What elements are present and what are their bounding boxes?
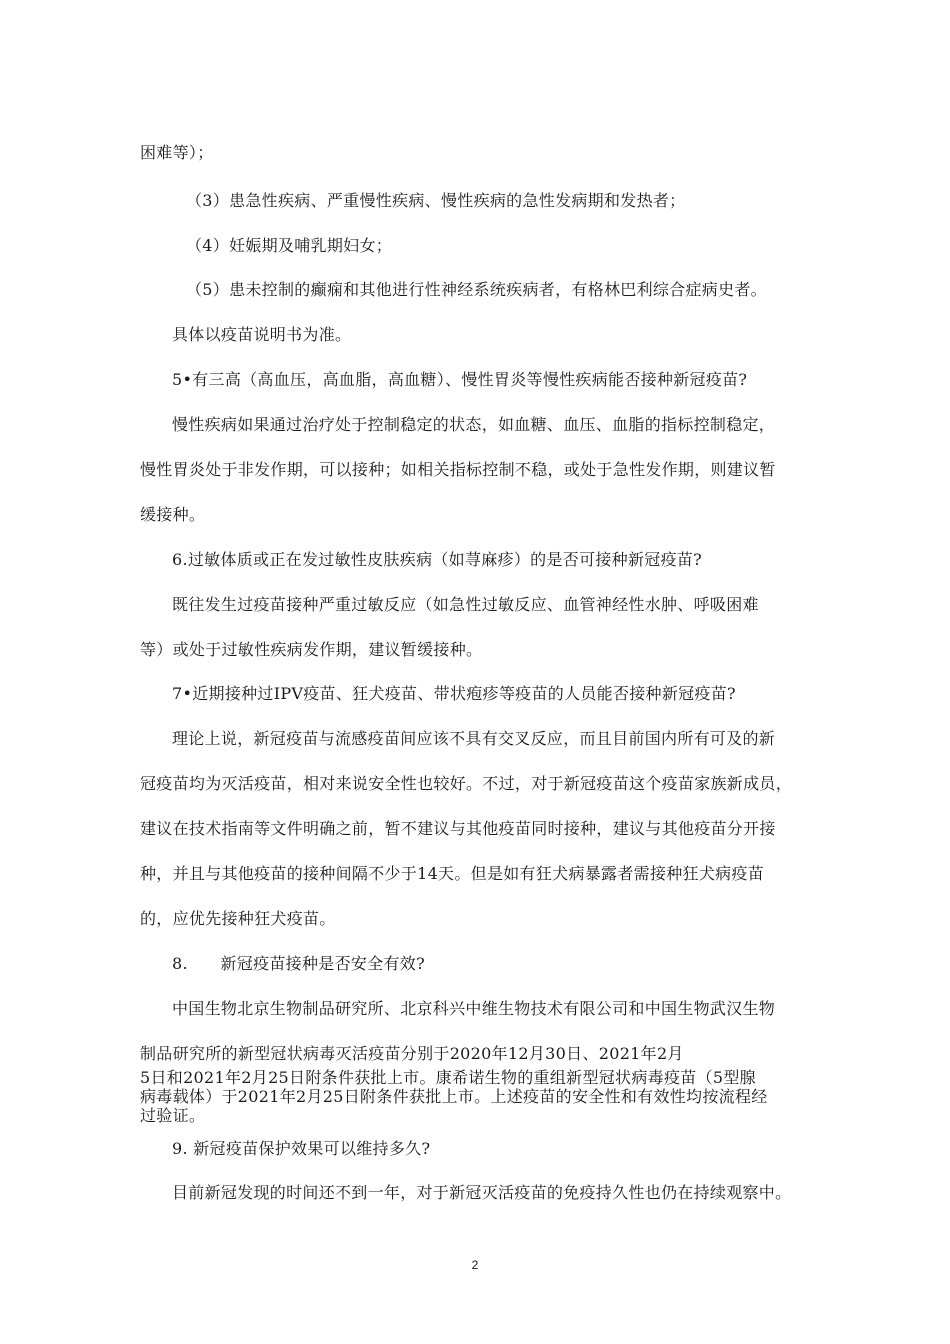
text-line: 建议在技术指南等文件明确之前，暂不建议与其他疫苗同时接种，建议与其他疫苗分开接 [140,819,776,838]
question-heading: 9. 新冠疫苗保护效果可以维持多久? [172,1139,431,1158]
text-line: 既往发生过疫苗接种严重过敏反应（如急性过敏反应、血管神经性水肿、呼吸困难 [172,595,759,614]
question-heading: 6.过敏体质或正在发过敏性皮肤疾病（如荨麻疹）的是否可接种新冠疫苗? [172,550,703,569]
text-line: （3）患急性疾病、严重慢性疾病、慢性疾病的急性发病期和发热者； [186,191,686,210]
text-line: 病毒载体）于2021年2月25日附条件获批上市。上述疫苗的安全性和有效性均按流程经 [140,1087,768,1106]
text-line: 种，并且与其他疫苗的接种间隔不少于14天。但是如有狂犬病暴露者需接种狂犬病疫苗 [140,864,765,883]
text-line: （4）妊娠期及哺乳期妇女； [186,236,393,255]
text-line: 5日和2021年2月25日附条件获批上市。康希诺生物的重组新型冠状病毒疫苗（5型腺 [140,1068,756,1087]
question-heading: 8. 新冠疫苗接种是否安全有效? [172,954,425,973]
question-heading: 7•近期接种过IPV疫苗、狂犬疫苗、带状疱疹等疫苗的人员能否接种新冠疫苗? [172,684,736,703]
text-line: 慢性疾病如果通过治疗处于控制稳定的状态，如血糖、血压、血脂的指标控制稳定， [172,415,776,434]
text-line: 缓接种。 [140,505,206,524]
text-line: （5）患未控制的癫痫和其他进行性神经系统疾病者，有格林巴利综合症病史者。 [186,280,767,299]
question-heading: 5•有三高（高血压，高血脂，高血糖）、慢性胃炎等慢性疾病能否接种新冠疫苗? [172,370,748,389]
text-line: 的，应优先接种狂犬疫苗。 [140,909,336,928]
text-line: 困难等）； [140,143,214,162]
text-line: 等）或处于过敏性疾病发作期，建议暂缓接种。 [140,640,483,659]
text-line: 中国生物北京生物制品研究所、北京科兴中维生物技术有限公司和中国生物武汉生物 [172,999,776,1018]
page-number: 2 [471,1258,479,1272]
text-line: 慢性胃炎处于非发作期，可以接种；如相关指标控制不稳，或处于急性发作期，则建议暂 [140,460,776,479]
text-line: 具体以疫苗说明书为准。 [172,325,352,344]
text-line: 冠疫苗均为灭活疫苗，相对来说安全性也较好。不过，对于新冠疫苗这个疫苗家族新成员， [140,774,793,793]
text-line: 制品研究所的新型冠状病毒灭活疫苗分别于2020年12月30日、2021年2月 [140,1044,684,1063]
text-line: 过验证。 [140,1106,206,1125]
text-line: 目前新冠发现的时间还不到一年，对于新冠灭活疫苗的免疫持久性也仍在持续观察中。 [172,1183,792,1202]
text-line: 理论上说，新冠疫苗与流感疫苗间应该不具有交叉反应，而且目前国内所有可及的新 [172,729,776,748]
